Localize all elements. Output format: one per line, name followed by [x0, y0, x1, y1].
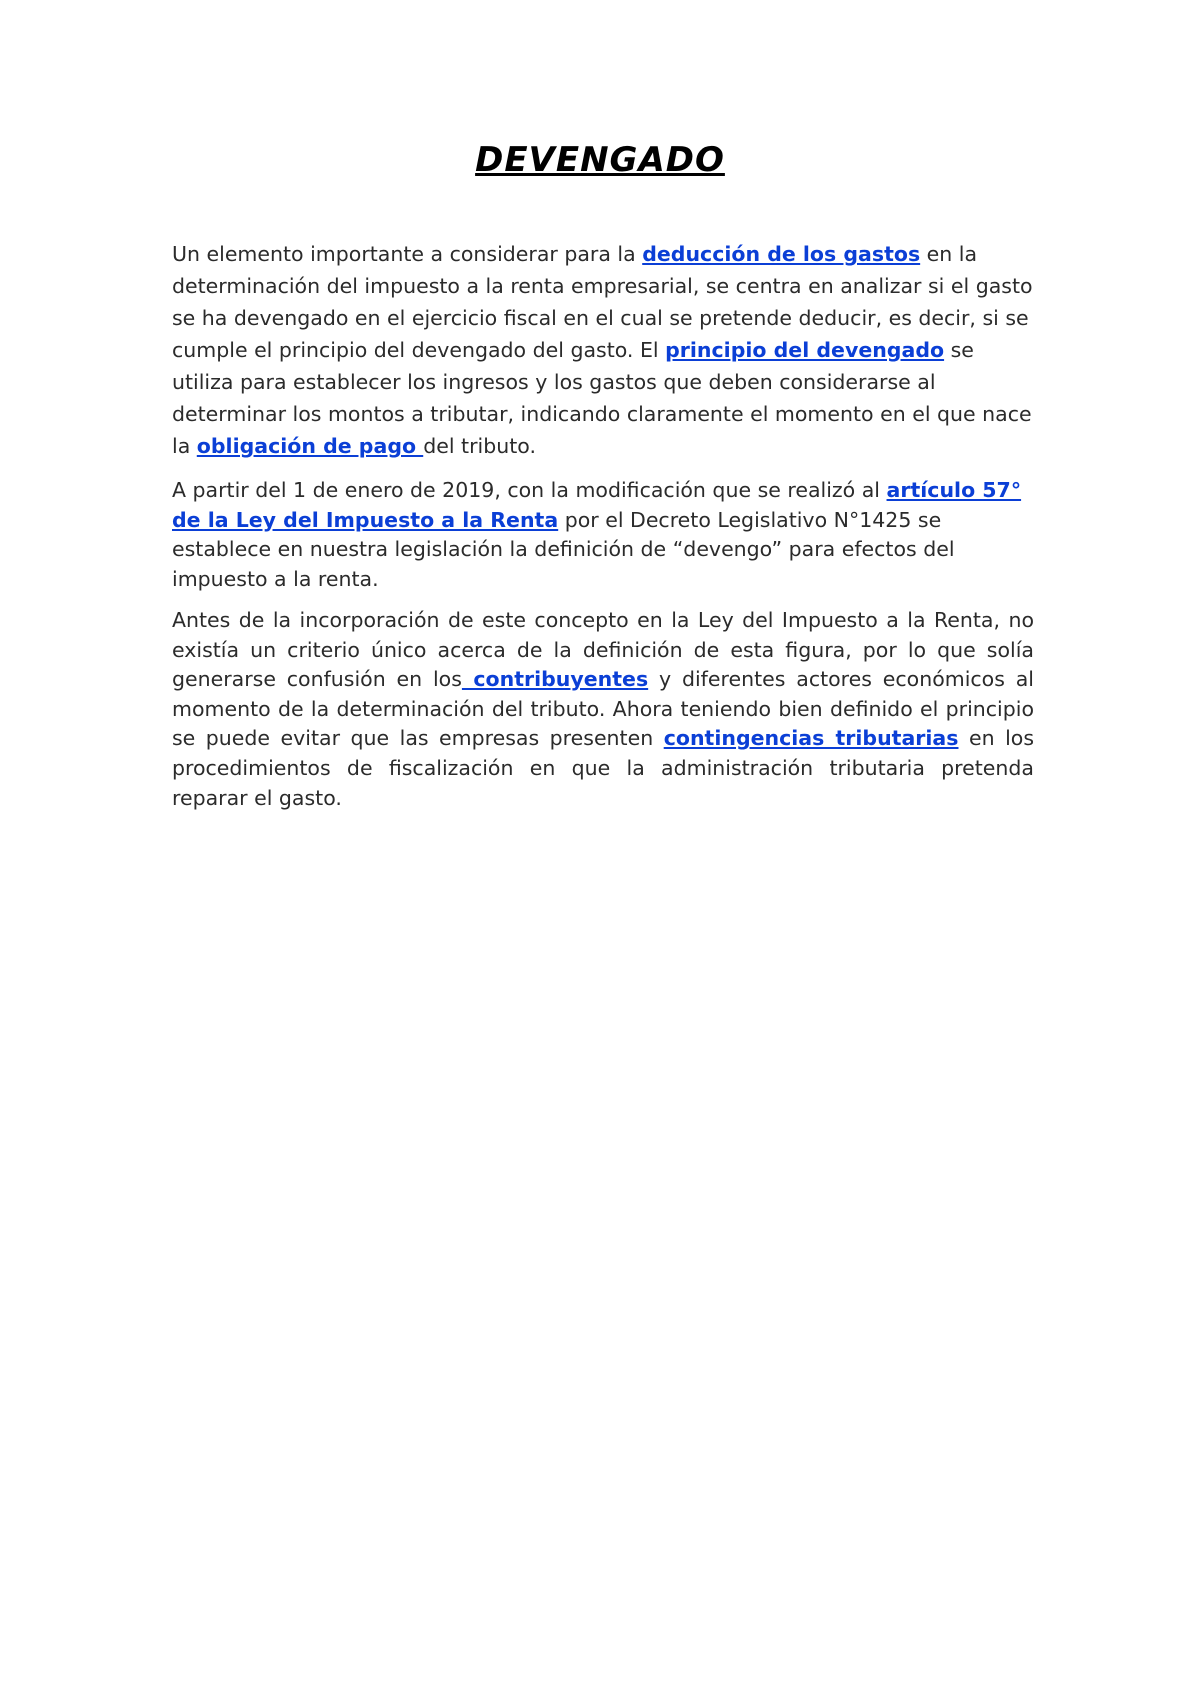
paragraph-1-text-4: del tributo. — [423, 434, 536, 458]
paragraph-1-text-2: en la determinación del impuesto a la renta empresarial, se centra en analizar si el gasto se ha devengado en el ejercicio fiscal en el cual se pretende deducir, es decir, si se cumple el principio del devengado del gasto. El — [172, 242, 1033, 362]
paragraph-2-text-1: A partir del 1 de enero de 2019, con la modificación que se realizó al — [172, 478, 887, 502]
document-title: DEVENGADO — [475, 140, 725, 180]
link-contribuyentes[interactable]: contribuyentes — [461, 667, 649, 692]
link-principio-devengado[interactable]: principio del devengado — [665, 338, 945, 362]
link-obligacion-pago[interactable]: obligación de pago — [196, 434, 424, 458]
paragraph-2-text-2: por el Decreto Legislativo N°1425 se establece en nuestra legislación la definición de “devengo” para efectos del impuesto a la renta. — [172, 507, 955, 591]
paragraph-1-text-3: se utiliza para establecer los ingresos y los gastos que deben considerarse al determinar los montos a tributar, indicando claramente el momento en el que nace la — [172, 338, 1032, 458]
paragraph-3 — [172, 606, 1034, 813]
paragraph-3-text-2: y diferentes actores económicos al momento de la determinación del tributo. Ahora teniendo bien definido el principio se puede evitar que las empresas presenten — [172, 667, 1034, 751]
paragraph-2 — [172, 476, 1034, 594]
paragraph-3-text-3: en los procedimientos de fiscalización en que la administración tributaria pretenda reparar el gasto. — [172, 726, 1035, 810]
link-articulo-57[interactable]: artículo 57° de la Ley del Impuesto a la Renta — [172, 478, 1022, 532]
link-deduccion-gastos[interactable]: deducción de los gastos — [642, 242, 921, 266]
paragraph-1-text-1: Un elemento importante a considerar para la — [172, 242, 643, 266]
link-contingencias-tributarias[interactable]: contingencias tributarias — [663, 726, 959, 751]
paragraph-3-text-1: Antes de la incorporación de este concepto en la Ley del Impuesto a la Renta, no existía un criterio único acerca de la definición de esta figura, por lo que solía generarse confusión en los — [172, 608, 1034, 692]
paragraph-1 — [172, 238, 1034, 462]
